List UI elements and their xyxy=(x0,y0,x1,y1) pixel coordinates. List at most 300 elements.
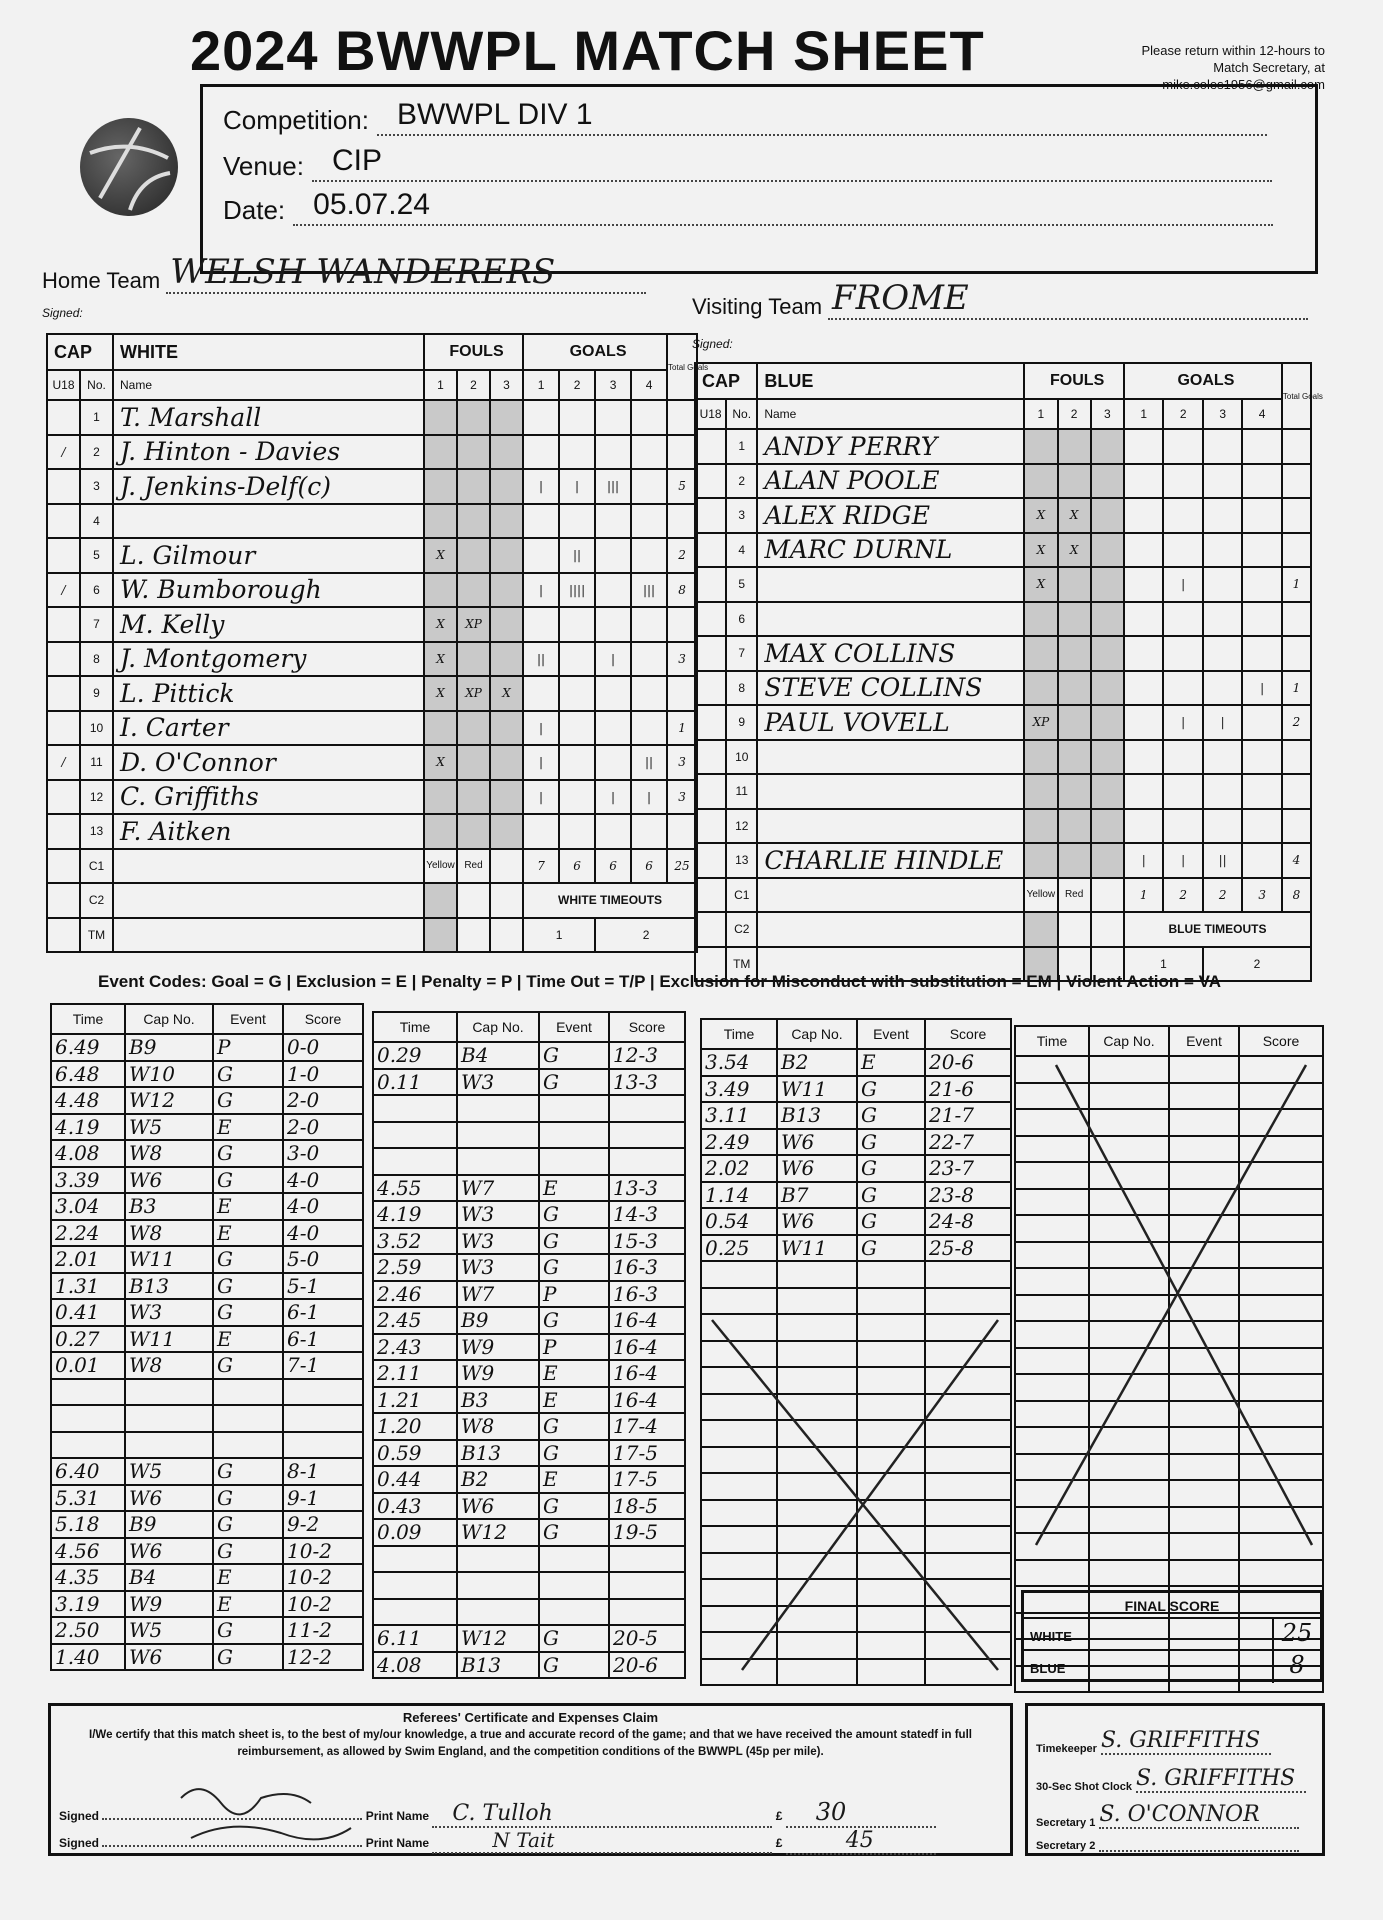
goal-tally-cell[interactable]: || xyxy=(1203,843,1242,878)
u18-cell[interactable] xyxy=(47,400,80,435)
total-goals-cell[interactable]: 3 xyxy=(667,642,697,677)
event-time-cell[interactable]: 0.11 xyxy=(373,1069,457,1096)
goal-tally-cell[interactable] xyxy=(1242,636,1281,671)
event-code-cell[interactable]: P xyxy=(539,1334,609,1361)
event-score-cell[interactable]: 16-4 xyxy=(609,1334,685,1361)
event-score-cell[interactable] xyxy=(1239,1401,1323,1428)
foul-cell[interactable] xyxy=(490,435,523,470)
event-time-cell[interactable]: 0.44 xyxy=(373,1466,457,1493)
red-card-cell[interactable] xyxy=(490,883,523,918)
event-cap-cell[interactable] xyxy=(1089,1454,1169,1481)
event-cap-cell[interactable] xyxy=(1089,1295,1169,1322)
event-cap-cell[interactable] xyxy=(777,1500,857,1527)
event-cap-cell[interactable] xyxy=(457,1546,539,1573)
event-cap-cell[interactable]: W12 xyxy=(457,1519,539,1546)
event-time-cell[interactable]: 5.18 xyxy=(51,1511,125,1538)
home-team-value[interactable]: WELSH WANDERERS xyxy=(170,252,556,292)
player-name-cell[interactable]: ALAN POOLE xyxy=(757,464,1024,499)
total-goals-cell[interactable]: 1 xyxy=(1282,567,1311,602)
goal-tally-cell[interactable] xyxy=(1203,498,1242,533)
goal-tally-cell[interactable]: | xyxy=(1203,705,1242,740)
event-code-cell[interactable] xyxy=(539,1572,609,1599)
player-name-cell[interactable] xyxy=(113,504,424,539)
event-time-cell[interactable]: 0.01 xyxy=(51,1352,125,1379)
event-code-cell[interactable] xyxy=(213,1405,283,1432)
event-time-cell[interactable]: 5.31 xyxy=(51,1485,125,1512)
event-code-cell[interactable] xyxy=(1169,1215,1239,1242)
foul-cell[interactable] xyxy=(457,573,490,608)
goal-tally-cell[interactable] xyxy=(523,504,559,539)
event-time-cell[interactable] xyxy=(1015,1109,1089,1136)
event-code-cell[interactable]: G xyxy=(213,1299,283,1326)
secretary-1-value[interactable]: S. O'CONNOR xyxy=(1099,1802,1299,1829)
event-score-cell[interactable]: 20-6 xyxy=(925,1049,1011,1076)
event-time-cell[interactable] xyxy=(51,1405,125,1432)
goal-tally-cell[interactable]: | xyxy=(523,711,559,746)
event-score-cell[interactable] xyxy=(925,1341,1011,1368)
event-score-cell[interactable]: 13-3 xyxy=(609,1175,685,1202)
total-goals-cell[interactable] xyxy=(667,607,697,642)
event-code-cell[interactable] xyxy=(1169,1480,1239,1507)
event-code-cell[interactable]: G xyxy=(857,1076,925,1103)
event-score-cell[interactable]: 17-4 xyxy=(609,1413,685,1440)
event-code-cell[interactable] xyxy=(857,1553,925,1580)
event-code-cell[interactable] xyxy=(857,1579,925,1606)
event-score-cell[interactable]: 11-2 xyxy=(283,1617,363,1644)
u18-cell[interactable] xyxy=(47,676,80,711)
goal-tally-cell[interactable]: | xyxy=(631,780,667,815)
foul-cell[interactable] xyxy=(1091,567,1124,602)
event-time-cell[interactable] xyxy=(1015,1056,1089,1083)
goal-tally-cell[interactable] xyxy=(1203,533,1242,568)
u18-cell[interactable]: / xyxy=(47,573,80,608)
event-score-cell[interactable]: 9-1 xyxy=(283,1485,363,1512)
event-cap-cell[interactable] xyxy=(1089,1162,1169,1189)
player-name-cell[interactable]: J. Hinton - Davies xyxy=(113,435,424,470)
u18-cell[interactable] xyxy=(47,883,80,918)
u18-cell[interactable] xyxy=(47,538,80,573)
player-name-cell[interactable]: I. Carter xyxy=(113,711,424,746)
event-time-cell[interactable]: 3.54 xyxy=(701,1049,777,1076)
total-goals-cell[interactable] xyxy=(1282,464,1311,499)
event-time-cell[interactable] xyxy=(1015,1321,1089,1348)
event-cap-cell[interactable] xyxy=(777,1420,857,1447)
secretary-2-value[interactable] xyxy=(1099,1834,1299,1852)
event-code-cell[interactable] xyxy=(539,1148,609,1175)
foul-cell[interactable] xyxy=(457,814,490,849)
foul-cell[interactable] xyxy=(457,642,490,677)
foul-cell[interactable]: X xyxy=(424,676,457,711)
visiting-team-value[interactable]: FROME xyxy=(832,278,969,318)
player-name-cell[interactable]: L. Gilmour xyxy=(113,538,424,573)
player-name-cell[interactable] xyxy=(757,740,1024,775)
event-time-cell[interactable] xyxy=(1015,1401,1089,1428)
u18-cell[interactable] xyxy=(695,602,726,637)
event-cap-cell[interactable]: W3 xyxy=(457,1069,539,1096)
event-score-cell[interactable]: 7-1 xyxy=(283,1352,363,1379)
event-score-cell[interactable]: 3-0 xyxy=(283,1140,363,1167)
event-code-cell[interactable] xyxy=(857,1394,925,1421)
event-code-cell[interactable] xyxy=(857,1606,925,1633)
u18-cell[interactable] xyxy=(695,636,726,671)
venue-value[interactable]: CIP xyxy=(331,144,382,177)
event-code-cell[interactable] xyxy=(539,1599,609,1626)
event-code-cell[interactable] xyxy=(1169,1560,1239,1587)
event-code-cell[interactable]: G xyxy=(213,1511,283,1538)
total-goals-cell[interactable] xyxy=(1282,533,1311,568)
event-score-cell[interactable]: 25-8 xyxy=(925,1235,1011,1262)
total-goals-cell[interactable] xyxy=(1282,498,1311,533)
event-code-cell[interactable]: E xyxy=(539,1466,609,1493)
foul-cell[interactable] xyxy=(424,814,457,849)
event-cap-cell[interactable]: W11 xyxy=(125,1326,213,1353)
event-cap-cell[interactable]: B13 xyxy=(457,1652,539,1679)
goal-tally-cell[interactable]: | xyxy=(523,469,559,504)
foul-cell[interactable] xyxy=(1024,740,1057,775)
event-score-cell[interactable]: 12-3 xyxy=(609,1042,685,1069)
event-time-cell[interactable]: 2.45 xyxy=(373,1307,457,1334)
goal-tally-cell[interactable] xyxy=(1163,636,1202,671)
event-cap-cell[interactable]: W6 xyxy=(777,1129,857,1156)
foul-cell[interactable] xyxy=(424,504,457,539)
foul-cell[interactable]: X xyxy=(424,642,457,677)
event-time-cell[interactable]: 2.46 xyxy=(373,1281,457,1308)
foul-cell[interactable] xyxy=(1091,429,1124,464)
event-score-cell[interactable] xyxy=(1239,1454,1323,1481)
event-score-cell[interactable]: 13-3 xyxy=(609,1069,685,1096)
event-time-cell[interactable] xyxy=(1015,1507,1089,1534)
event-score-cell[interactable]: 23-8 xyxy=(925,1182,1011,1209)
foul-cell[interactable] xyxy=(1024,636,1057,671)
goal-tally-cell[interactable] xyxy=(559,780,595,815)
event-cap-cell[interactable]: W11 xyxy=(777,1076,857,1103)
event-time-cell[interactable]: 2.49 xyxy=(701,1129,777,1156)
u18-cell[interactable] xyxy=(695,809,726,844)
event-code-cell[interactable] xyxy=(1169,1507,1239,1534)
event-score-cell[interactable]: 5-1 xyxy=(283,1273,363,1300)
goal-tally-cell[interactable] xyxy=(1163,429,1202,464)
event-time-cell[interactable] xyxy=(373,1572,457,1599)
event-code-cell[interactable]: E xyxy=(213,1326,283,1353)
foul-cell[interactable] xyxy=(457,745,490,780)
event-score-cell[interactable] xyxy=(925,1261,1011,1288)
u18-cell[interactable] xyxy=(47,607,80,642)
total-goals-cell[interactable] xyxy=(1282,809,1311,844)
event-score-cell[interactable]: 2-0 xyxy=(283,1114,363,1141)
event-score-cell[interactable] xyxy=(609,1095,685,1122)
event-code-cell[interactable]: G xyxy=(539,1254,609,1281)
signature-field-1[interactable] xyxy=(102,1806,362,1820)
goal-tally-cell[interactable] xyxy=(559,435,595,470)
event-score-cell[interactable] xyxy=(1239,1083,1323,1110)
event-time-cell[interactable]: 2.59 xyxy=(373,1254,457,1281)
goal-tally-cell[interactable] xyxy=(1163,533,1202,568)
event-score-cell[interactable]: 8-1 xyxy=(283,1458,363,1485)
goal-tally-cell[interactable]: |||| xyxy=(559,573,595,608)
u18-cell[interactable] xyxy=(47,504,80,539)
event-score-cell[interactable] xyxy=(609,1122,685,1149)
event-score-cell[interactable] xyxy=(925,1394,1011,1421)
player-name-cell[interactable] xyxy=(757,602,1024,637)
event-cap-cell[interactable]: B13 xyxy=(777,1102,857,1129)
name-cell[interactable] xyxy=(113,918,424,953)
event-code-cell[interactable]: E xyxy=(539,1175,609,1202)
foul-cell[interactable] xyxy=(1058,602,1091,637)
event-score-cell[interactable]: 16-3 xyxy=(609,1254,685,1281)
u18-cell[interactable]: / xyxy=(47,435,80,470)
event-time-cell[interactable]: 2.24 xyxy=(51,1220,125,1247)
event-time-cell[interactable] xyxy=(701,1420,777,1447)
event-time-cell[interactable]: 6.40 xyxy=(51,1458,125,1485)
goal-tally-cell[interactable] xyxy=(631,504,667,539)
foul-cell[interactable] xyxy=(457,780,490,815)
foul-cell[interactable] xyxy=(1024,671,1057,706)
event-time-cell[interactable] xyxy=(1015,1560,1089,1587)
event-score-cell[interactable] xyxy=(925,1447,1011,1474)
event-cap-cell[interactable] xyxy=(777,1314,857,1341)
event-score-cell[interactable] xyxy=(1239,1109,1323,1136)
event-code-cell[interactable]: G xyxy=(857,1182,925,1209)
timeout-2-cell[interactable]: 2 xyxy=(1203,947,1311,982)
event-cap-cell[interactable] xyxy=(777,1473,857,1500)
goal-tally-cell[interactable] xyxy=(1124,740,1163,775)
goal-tally-cell[interactable] xyxy=(595,573,631,608)
event-time-cell[interactable] xyxy=(51,1379,125,1406)
event-code-cell[interactable] xyxy=(1169,1109,1239,1136)
foul-cell[interactable] xyxy=(1091,636,1124,671)
event-code-cell[interactable]: G xyxy=(213,1140,283,1167)
event-cap-cell[interactable]: B9 xyxy=(125,1034,213,1061)
goal-tally-cell[interactable] xyxy=(1242,740,1281,775)
event-score-cell[interactable]: 16-4 xyxy=(609,1307,685,1334)
foul-cell[interactable] xyxy=(490,745,523,780)
foul-cell[interactable] xyxy=(424,469,457,504)
total-goals-cell[interactable]: 8 xyxy=(667,573,697,608)
goal-tally-cell[interactable] xyxy=(1124,774,1163,809)
u18-cell[interactable] xyxy=(47,814,80,849)
goal-tally-cell[interactable] xyxy=(631,676,667,711)
goal-tally-cell[interactable] xyxy=(523,400,559,435)
event-code-cell[interactable] xyxy=(1169,1348,1239,1375)
u18-cell[interactable] xyxy=(47,642,80,677)
goal-tally-cell[interactable] xyxy=(1163,809,1202,844)
event-time-cell[interactable]: 0.27 xyxy=(51,1326,125,1353)
goal-tally-cell[interactable] xyxy=(1242,809,1281,844)
goal-tally-cell[interactable] xyxy=(559,607,595,642)
event-time-cell[interactable] xyxy=(701,1394,777,1421)
event-time-cell[interactable]: 0.54 xyxy=(701,1208,777,1235)
event-score-cell[interactable] xyxy=(925,1500,1011,1527)
event-time-cell[interactable] xyxy=(701,1579,777,1606)
event-code-cell[interactable]: G xyxy=(213,1485,283,1512)
foul-cell[interactable] xyxy=(1024,602,1057,637)
foul-cell[interactable] xyxy=(1058,705,1091,740)
total-goals-cell[interactable] xyxy=(1282,429,1311,464)
event-code-cell[interactable]: P xyxy=(539,1281,609,1308)
event-cap-cell[interactable] xyxy=(457,1599,539,1626)
event-code-cell[interactable]: G xyxy=(213,1538,283,1565)
goal-tally-cell[interactable]: | xyxy=(523,780,559,815)
event-time-cell[interactable]: 0.43 xyxy=(373,1493,457,1520)
event-code-cell[interactable] xyxy=(857,1473,925,1500)
goal-tally-cell[interactable] xyxy=(595,435,631,470)
foul-cell[interactable] xyxy=(1091,533,1124,568)
yellow-card-cell[interactable] xyxy=(424,883,457,918)
foul-cell[interactable] xyxy=(1024,464,1057,499)
foul-cell[interactable] xyxy=(490,573,523,608)
event-score-cell[interactable]: 17-5 xyxy=(609,1466,685,1493)
event-cap-cell[interactable]: W12 xyxy=(457,1625,539,1652)
event-cap-cell[interactable]: W9 xyxy=(125,1591,213,1618)
event-score-cell[interactable]: 10-2 xyxy=(283,1564,363,1591)
event-time-cell[interactable] xyxy=(701,1341,777,1368)
foul-cell[interactable] xyxy=(1091,498,1124,533)
event-score-cell[interactable] xyxy=(925,1526,1011,1553)
event-score-cell[interactable]: 4-0 xyxy=(283,1220,363,1247)
event-cap-cell[interactable] xyxy=(777,1632,857,1659)
player-name-cell[interactable] xyxy=(757,774,1024,809)
event-cap-cell[interactable]: B3 xyxy=(457,1387,539,1414)
event-cap-cell[interactable] xyxy=(777,1553,857,1580)
event-cap-cell[interactable]: W7 xyxy=(457,1175,539,1202)
event-score-cell[interactable] xyxy=(925,1473,1011,1500)
event-code-cell[interactable] xyxy=(1169,1401,1239,1428)
event-cap-cell[interactable] xyxy=(457,1095,539,1122)
print-name-1[interactable]: C. Tulloh xyxy=(432,1801,772,1828)
event-time-cell[interactable] xyxy=(1015,1480,1089,1507)
event-time-cell[interactable]: 4.35 xyxy=(51,1564,125,1591)
event-cap-cell[interactable]: W9 xyxy=(457,1360,539,1387)
foul-cell[interactable] xyxy=(1058,429,1091,464)
event-score-cell[interactable] xyxy=(1239,1189,1323,1216)
foul-cell[interactable] xyxy=(424,780,457,815)
event-score-cell[interactable] xyxy=(609,1572,685,1599)
foul-cell[interactable] xyxy=(1058,809,1091,844)
signature-field-2[interactable] xyxy=(102,1833,362,1847)
event-score-cell[interactable]: 12-2 xyxy=(283,1644,363,1671)
event-cap-cell[interactable]: W7 xyxy=(457,1281,539,1308)
event-cap-cell[interactable] xyxy=(457,1572,539,1599)
foul-cell[interactable]: X xyxy=(424,607,457,642)
event-time-cell[interactable] xyxy=(701,1526,777,1553)
event-code-cell[interactable] xyxy=(1169,1162,1239,1189)
foul-cell[interactable]: X xyxy=(1024,567,1057,602)
event-code-cell[interactable]: G xyxy=(539,1652,609,1679)
goal-tally-cell[interactable]: | xyxy=(1163,705,1202,740)
event-code-cell[interactable] xyxy=(857,1447,925,1474)
event-score-cell[interactable] xyxy=(1239,1533,1323,1560)
event-code-cell[interactable] xyxy=(857,1341,925,1368)
event-score-cell[interactable]: 16-4 xyxy=(609,1387,685,1414)
foul-cell[interactable] xyxy=(1091,740,1124,775)
goal-tally-cell[interactable] xyxy=(1203,602,1242,637)
event-cap-cell[interactable] xyxy=(1089,1321,1169,1348)
event-time-cell[interactable] xyxy=(373,1546,457,1573)
event-cap-cell[interactable]: W9 xyxy=(457,1334,539,1361)
event-code-cell[interactable] xyxy=(857,1526,925,1553)
event-code-cell[interactable]: G xyxy=(539,1440,609,1467)
event-cap-cell[interactable] xyxy=(1089,1374,1169,1401)
player-name-cell[interactable]: STEVE COLLINS xyxy=(757,671,1024,706)
event-cap-cell[interactable]: W8 xyxy=(125,1140,213,1167)
event-score-cell[interactable]: 4-0 xyxy=(283,1193,363,1220)
event-time-cell[interactable]: 0.09 xyxy=(373,1519,457,1546)
event-time-cell[interactable] xyxy=(373,1148,457,1175)
goal-tally-cell[interactable] xyxy=(1163,774,1202,809)
event-time-cell[interactable]: 1.14 xyxy=(701,1182,777,1209)
goal-tally-cell[interactable] xyxy=(595,538,631,573)
goal-tally-cell[interactable] xyxy=(631,642,667,677)
event-time-cell[interactable]: 6.11 xyxy=(373,1625,457,1652)
event-code-cell[interactable]: G xyxy=(857,1129,925,1156)
goal-tally-cell[interactable] xyxy=(1163,671,1202,706)
event-cap-cell[interactable] xyxy=(1089,1136,1169,1163)
event-code-cell[interactable] xyxy=(213,1379,283,1406)
event-cap-cell[interactable] xyxy=(1089,1242,1169,1269)
event-cap-cell[interactable]: B2 xyxy=(777,1049,857,1076)
goal-tally-cell[interactable] xyxy=(595,607,631,642)
event-code-cell[interactable] xyxy=(1169,1321,1239,1348)
foul-cell[interactable] xyxy=(490,504,523,539)
goal-tally-cell[interactable] xyxy=(559,642,595,677)
event-cap-cell[interactable]: W6 xyxy=(125,1485,213,1512)
u18-cell[interactable] xyxy=(695,843,726,878)
goal-tally-cell[interactable] xyxy=(1124,567,1163,602)
event-score-cell[interactable]: 22-7 xyxy=(925,1129,1011,1156)
event-code-cell[interactable] xyxy=(857,1367,925,1394)
event-code-cell[interactable] xyxy=(857,1659,925,1686)
total-goals-cell[interactable] xyxy=(667,400,697,435)
foul-cell[interactable]: X xyxy=(1058,533,1091,568)
event-code-cell[interactable]: E xyxy=(213,1114,283,1141)
event-time-cell[interactable] xyxy=(701,1553,777,1580)
event-score-cell[interactable] xyxy=(1239,1162,1323,1189)
goal-tally-cell[interactable] xyxy=(1203,464,1242,499)
event-score-cell[interactable]: 16-4 xyxy=(609,1360,685,1387)
print-name-2[interactable]: N Tait xyxy=(432,1828,772,1854)
foul-cell[interactable] xyxy=(457,711,490,746)
event-time-cell[interactable]: 2.43 xyxy=(373,1334,457,1361)
player-name-cell[interactable]: J. Montgomery xyxy=(113,642,424,677)
event-code-cell[interactable]: P xyxy=(213,1034,283,1061)
foul-cell[interactable] xyxy=(1091,774,1124,809)
event-score-cell[interactable] xyxy=(1239,1268,1323,1295)
red-card-cell[interactable] xyxy=(457,918,490,953)
goal-tally-cell[interactable]: ||| xyxy=(631,573,667,608)
event-cap-cell[interactable]: B13 xyxy=(457,1440,539,1467)
event-code-cell[interactable] xyxy=(1169,1056,1239,1083)
event-cap-cell[interactable]: W6 xyxy=(777,1208,857,1235)
foul-cell[interactable] xyxy=(1024,429,1057,464)
event-cap-cell[interactable] xyxy=(777,1447,857,1474)
u18-cell[interactable] xyxy=(695,498,726,533)
event-time-cell[interactable] xyxy=(373,1599,457,1626)
event-time-cell[interactable]: 3.49 xyxy=(701,1076,777,1103)
event-code-cell[interactable] xyxy=(857,1500,925,1527)
red-card-cell[interactable] xyxy=(490,849,523,884)
event-code-cell[interactable] xyxy=(539,1122,609,1149)
goal-tally-cell[interactable] xyxy=(1203,567,1242,602)
goal-tally-cell[interactable] xyxy=(559,400,595,435)
total-goals-cell[interactable] xyxy=(667,676,697,711)
u18-cell[interactable] xyxy=(695,567,726,602)
event-cap-cell[interactable] xyxy=(1089,1189,1169,1216)
event-score-cell[interactable]: 10-2 xyxy=(283,1538,363,1565)
u18-cell[interactable] xyxy=(695,740,726,775)
u18-cell[interactable] xyxy=(695,878,726,913)
event-score-cell[interactable] xyxy=(925,1288,1011,1315)
total-goals-cell[interactable]: 3 xyxy=(667,745,697,780)
